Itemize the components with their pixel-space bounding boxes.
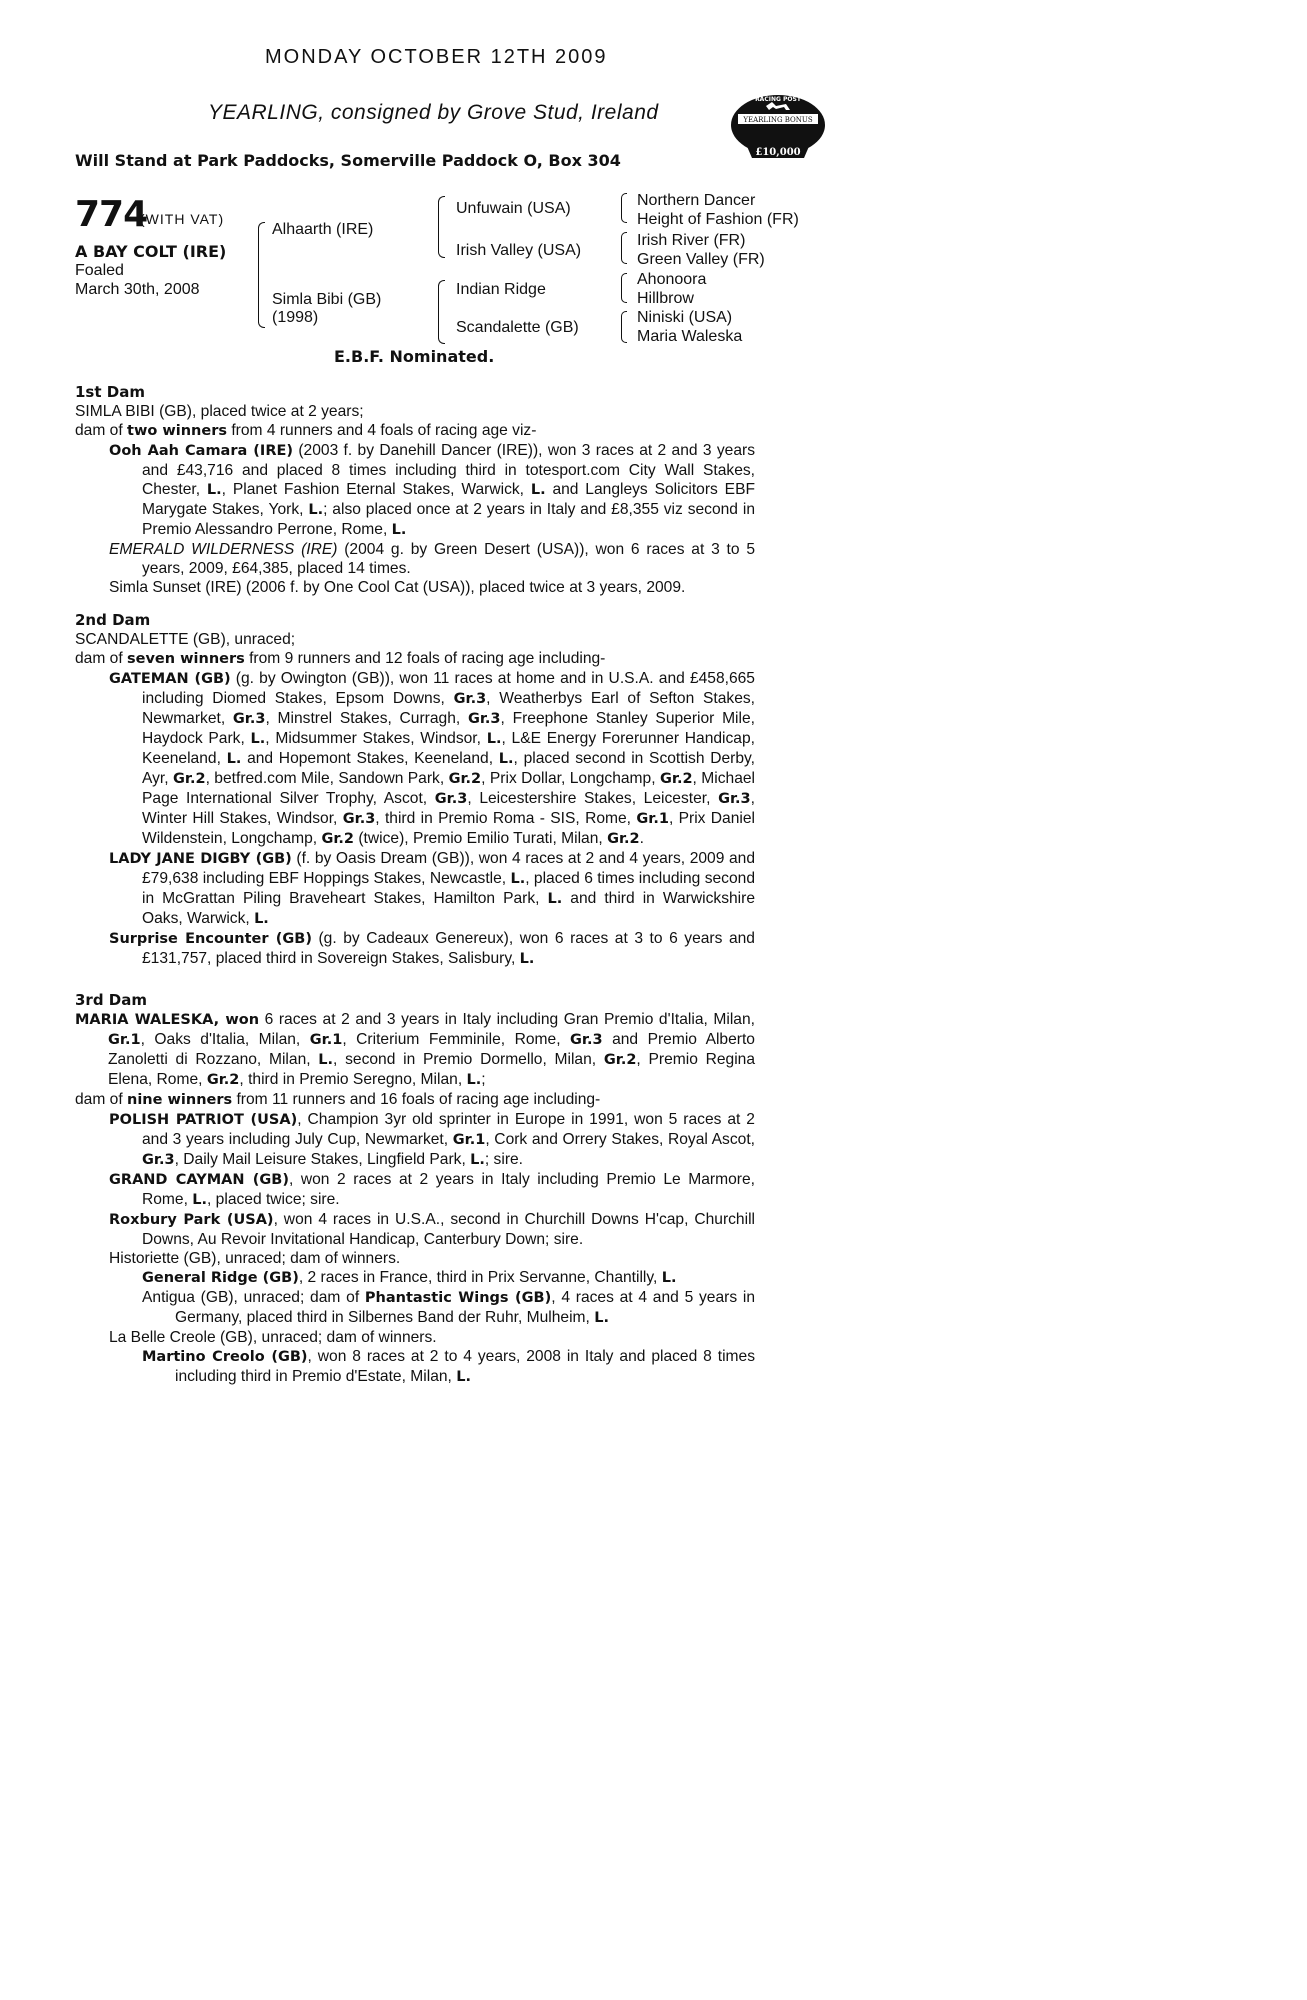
g4-1: Height of Fashion (FR) [637, 211, 799, 228]
dam-year: (1998) [272, 309, 319, 326]
sire-dam: Irish Valley (USA) [456, 242, 582, 259]
ebf-nominated: E.B.F. Nominated. [334, 347, 495, 366]
third-dam-line2: dam of nine winners from 11 runners and 16 foals of racing age including- [75, 1091, 601, 1108]
foaled-date: March 30th, 2008 [75, 281, 200, 298]
sale-date: MONDAY OCTOBER 12TH 2009 [265, 46, 608, 68]
second-dam-heading: 2nd Dam [75, 611, 151, 629]
g4-6: Niniski (USA) [637, 309, 733, 326]
g4-3: Green Valley (FR) [637, 251, 765, 268]
stand-location: Will Stand at Park Paddocks, Somerville Paddock O, Box 304 [75, 151, 621, 170]
first-dam-section [75, 383, 755, 597]
sire: Alhaarth (IRE) [272, 221, 374, 238]
yearling-bonus-badge [728, 92, 828, 167]
second-dam-section [75, 611, 755, 969]
third-dam-entry-2: GRAND CAYMAN (GB), won 2 races at 2 years in Italy including Premio Le Marmore, Rome, L., placed twice; sire. [109, 1171, 755, 1208]
second-dam-entry-3: Surprise Encounter (GB) (g. by Cadeaux Genereux), won 6 races at 3 to 6 years and £131,757, placed third in Sovereign Stakes, Salisbury, L. [109, 930, 755, 967]
third-dam-entry-5: General Ridge (GB), 2 races in France, third in Prix Servanne, Chantilly, L. [142, 1269, 677, 1286]
third-dam-entry-8: Martino Creolo (GB), won 8 races at 2 to 4 years, 2008 in Italy and placed 8 times including third in Premio d'Estate, Milan, L. [142, 1348, 756, 1385]
g4-0: Northern Dancer [637, 192, 756, 209]
badge-middle-text: YEARLING BONUS [743, 116, 813, 124]
sire-sire: Unfuwain (USA) [456, 200, 571, 217]
third-dam-entry-4: Historiette (GB), unraced; dam of winners. [109, 1250, 401, 1267]
g4-brace-4 [621, 311, 627, 343]
third-dam-entry-3: Roxbury Park (USA), won 4 races in U.S.A., second in Churchill Downs H'cap, Churchill Downs, Au Revoir Invitational Handicap, Canterbury Down; sire. [109, 1211, 755, 1248]
second-dam-entry-1: GATEMAN (GB) (g. by Owington (GB)), won 11 races at home and in U.S.A. and £458,665 including Diomed Stakes, Epsom Downs, Gr.3, Weatherbys Earl of Sefton Stakes, Newmarket, Gr.3, Minstrel Stakes, Curragh, Gr.3, Freephone Stanley Superior Mile, Haydock Park, L., Midsummer Stakes, Windsor, L., L&E Energy Forerunner Handicap, Keeneland, L. and Hopemont Stakes, Keeneland, L., placed second in Scottish Derby, Ayr, Gr.2, betfred.com Mile, Sandown Park, Gr.2, Prix Dollar, Longchamp, Gr.2, Michael Page International Silver Trophy, Ascot, Gr.3, Leicestershire Stakes, Leicester, Gr.3, Winter Hill Stakes, Windsor, Gr.3, third in Premio Roma - SIS, Rome, Gr.1, Prix Daniel Wildenstein, Longchamp, Gr.2 (twice), Premio Emilio Turati, Milan, Gr.2. [109, 670, 756, 847]
g4-brace-2 [621, 232, 627, 264]
first-dam-entry-2: EMERALD WILDERNESS (IRE) (2004 g. by Green Desert (USA)), won 6 races at 3 to 5 years, 2009, £64,385, placed 14 times. [109, 541, 756, 577]
first-dam-heading: 1st Dam [75, 383, 145, 401]
g4-brace-1 [621, 193, 627, 223]
lot-vat: (WITH VAT) [140, 211, 225, 227]
second-dam-line2: dam of seven winners from 9 runners and 12 foals of racing age including- [75, 650, 606, 667]
consignor-line: YEARLING, consigned by Grove Stud, Ireland [208, 101, 659, 124]
badge-amount-text: £10,000 [755, 147, 801, 158]
third-dam-heading: 3rd Dam [75, 991, 147, 1009]
g4-5: Hillbrow [637, 290, 694, 307]
lot-name: A BAY COLT (IRE) [75, 242, 227, 261]
third-dam-entry-6: Antigua (GB), unraced; dam of Phantastic Wings (GB), 4 races at 4 and 5 years in Germany, placed third in Silbernes Band der Ruhr, Mulheim, L. [142, 1289, 755, 1326]
g4-7: Maria Waleska [637, 328, 743, 345]
third-dam-entry-1: POLISH PATRIOT (USA), Champion 3yr old sprinter in Europe in 1991, won 5 races at 2 and 3 years including July Cup, Newmarket, Gr.1, Cork and Orrery Stakes, Royal Ascot, Gr.3, Daily Mail Leisure Stakes, Lingfield Park, L.; sire. [109, 1111, 755, 1168]
first-dam-line1: SIMLA BIBI (GB), placed twice at 2 years; [75, 403, 364, 420]
dam-sire: Indian Ridge [456, 281, 546, 298]
foaled-label: Foaled [75, 262, 124, 279]
third-dam-entry-7: La Belle Creole (GB), unraced; dam of winners. [109, 1329, 437, 1346]
g4-brace-3 [621, 273, 627, 303]
third-dam-section [75, 991, 755, 1387]
g4-4: Ahonoora [637, 271, 707, 288]
badge-top-text: RACING POST [755, 96, 801, 103]
first-dam-line2: dam of two winners from 4 runners and 4 foals of racing age viz- [75, 422, 537, 439]
second-dam-line1: SCANDALETTE (GB), unraced; [75, 631, 296, 648]
dam-brace [438, 280, 445, 344]
second-dam-entry-2: LADY JANE DIGBY (GB) (f. by Oasis Dream (GB)), won 4 races at 2 and 4 years, 2009 and £79,638 including EBF Hoppings Stakes, Newcastle, L., placed 6 times including second in McGrattan Piling Braveheart Stakes, Hamilton Park, L. and third in Warwickshire Oaks, Warwick, L. [109, 850, 755, 927]
first-dam-entry-1: Ooh Aah Camara (IRE) (2003 f. by Danehill Dancer (IRE)), won 3 races at 2 and 3 years and £43,716 and placed 8 times including third in totesport.com City Wall Stakes, Chester, L., Planet Fashion Eternal Stakes, Warwick, L. and Langleys Solicitors EBF Marygate Stakes, York, L.; also placed once at 2 years in Italy and £8,355 viz second in Premio Alessandro Perrone, Rome, L. [109, 442, 756, 538]
third-dam-para1: MARIA WALESKA, won 6 races at 2 and 3 years in Italy including Gran Premio d'Italia, Milan, Gr.1, Oaks d'Italia, Milan, Gr.1, Criterium Femminile, Rome, Gr.3 and Premio Alberto Zanoletti di Rozzano, Milan, L., second in Premio Dormello, Milan, Gr.2, Premio Regina Elena, Rome, Gr.2, third in Premio Seregno, Milan, L.; [75, 1011, 755, 1088]
dam-dam: Scandalette (GB) [456, 319, 579, 336]
pedigree-brace [258, 222, 265, 328]
first-dam-entry-3: Simla Sunset (IRE) (2006 f. by One Cool Cat (USA)), placed twice at 3 years, 2009. [109, 579, 686, 596]
dam: Simla Bibi (GB) [272, 291, 382, 308]
g4-2: Irish River (FR) [637, 232, 746, 249]
lot-number: 774 [75, 194, 148, 235]
sire-brace [438, 196, 445, 258]
